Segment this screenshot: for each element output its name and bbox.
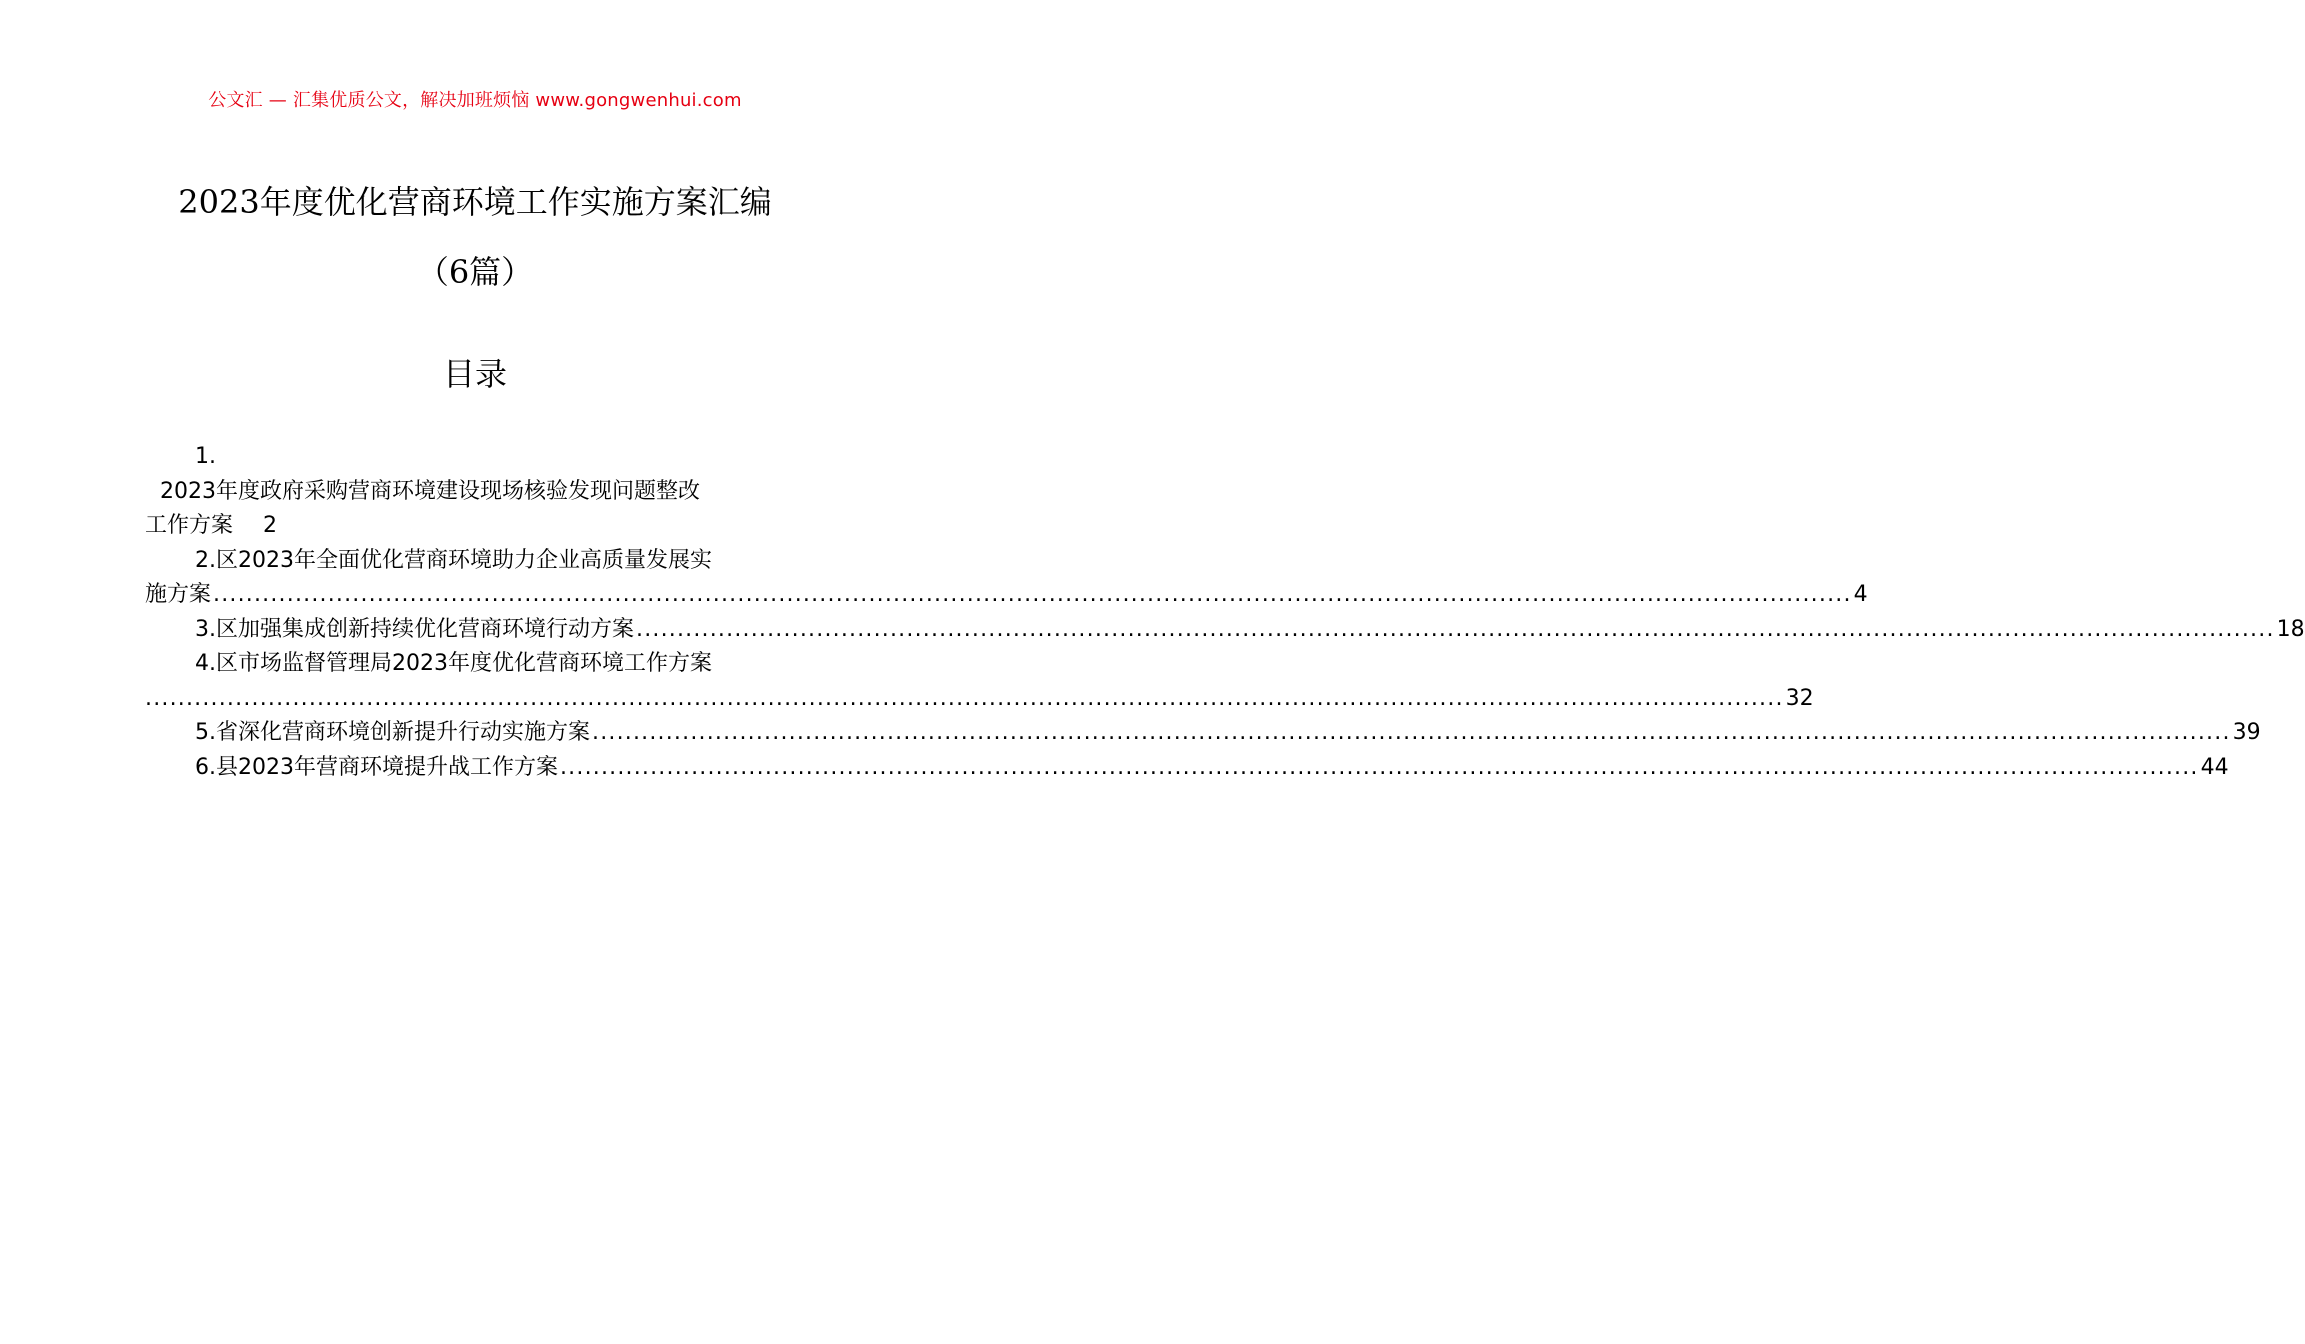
toc-heading: 目录 xyxy=(442,355,507,393)
toc-entry-5-leader: ........................................................................................................................................................................................................ xyxy=(592,720,2231,745)
toc-entry-3-title: 3.区加强集成创新持续优化营商环境行动方案 xyxy=(195,616,634,642)
toc-entry-3-leader: ........................................................................................................................................................................................................ xyxy=(636,616,2275,642)
toc-entry-1-number[interactable]: 1. xyxy=(195,444,216,469)
toc-entry-6-page: 44 xyxy=(2200,754,2229,780)
toc-entry-3-row[interactable] xyxy=(145,613,2305,648)
toc-entry-1-title-line2-row[interactable] xyxy=(145,509,805,544)
toc-entry-5-title: 5.省深化营商环境创新提升行动实施方案 xyxy=(195,720,590,745)
toc-entry-4-title[interactable]: 4.区市场监督管理局2023年度优化营商环境工作方案 xyxy=(195,651,712,676)
toc-entry-6-leader: ........................................................................................................................................................................................................ xyxy=(559,754,2199,780)
document-subtitle: （6篇） xyxy=(416,253,534,291)
site-banner[interactable]: 公文汇 — 汇集优质公文，解决加班烦恼 www.gongwenhui.com xyxy=(208,90,742,111)
toc-entry-6-title: 6.县2023年营商环境提升战工作方案 xyxy=(195,754,558,780)
toc-entry-4-page: 32 xyxy=(1785,685,1814,711)
toc-entry-6-row[interactable] xyxy=(145,751,2229,786)
toc-entry-1-page: 2 xyxy=(263,513,278,538)
toc-entry-3-page: 18 xyxy=(2276,616,2305,642)
toc-entry-2-title-line2: 施方案 xyxy=(145,582,212,607)
toc-entry-4-row[interactable] xyxy=(145,682,1814,717)
table-of-contents xyxy=(145,440,2305,785)
toc-entry-2-leader: ........................................................................................................................................................................................................ xyxy=(213,582,1852,607)
toc-entry-1-title-line2: 工作方案 xyxy=(145,513,234,538)
toc-entry-4-leader: ........................................................................................................................................................................................................ xyxy=(145,685,1784,711)
document-title: 2023年度优化营商环境工作实施方案汇编 xyxy=(178,183,772,221)
toc-entry-2-title-line1[interactable]: 2.区2023年全面优化营商环境助力企业高质量发展实 xyxy=(195,547,712,573)
toc-entry-1-title-line1[interactable]: 2023年度政府采购营商环境建设现场核验发现问题整改 xyxy=(160,478,700,504)
toc-entry-2-page: 4 xyxy=(1853,582,1868,607)
toc-entry-2-row[interactable] xyxy=(145,578,1868,613)
toc-entry-5-row[interactable] xyxy=(145,716,2261,751)
toc-entry-5-page: 39 xyxy=(2232,720,2261,745)
